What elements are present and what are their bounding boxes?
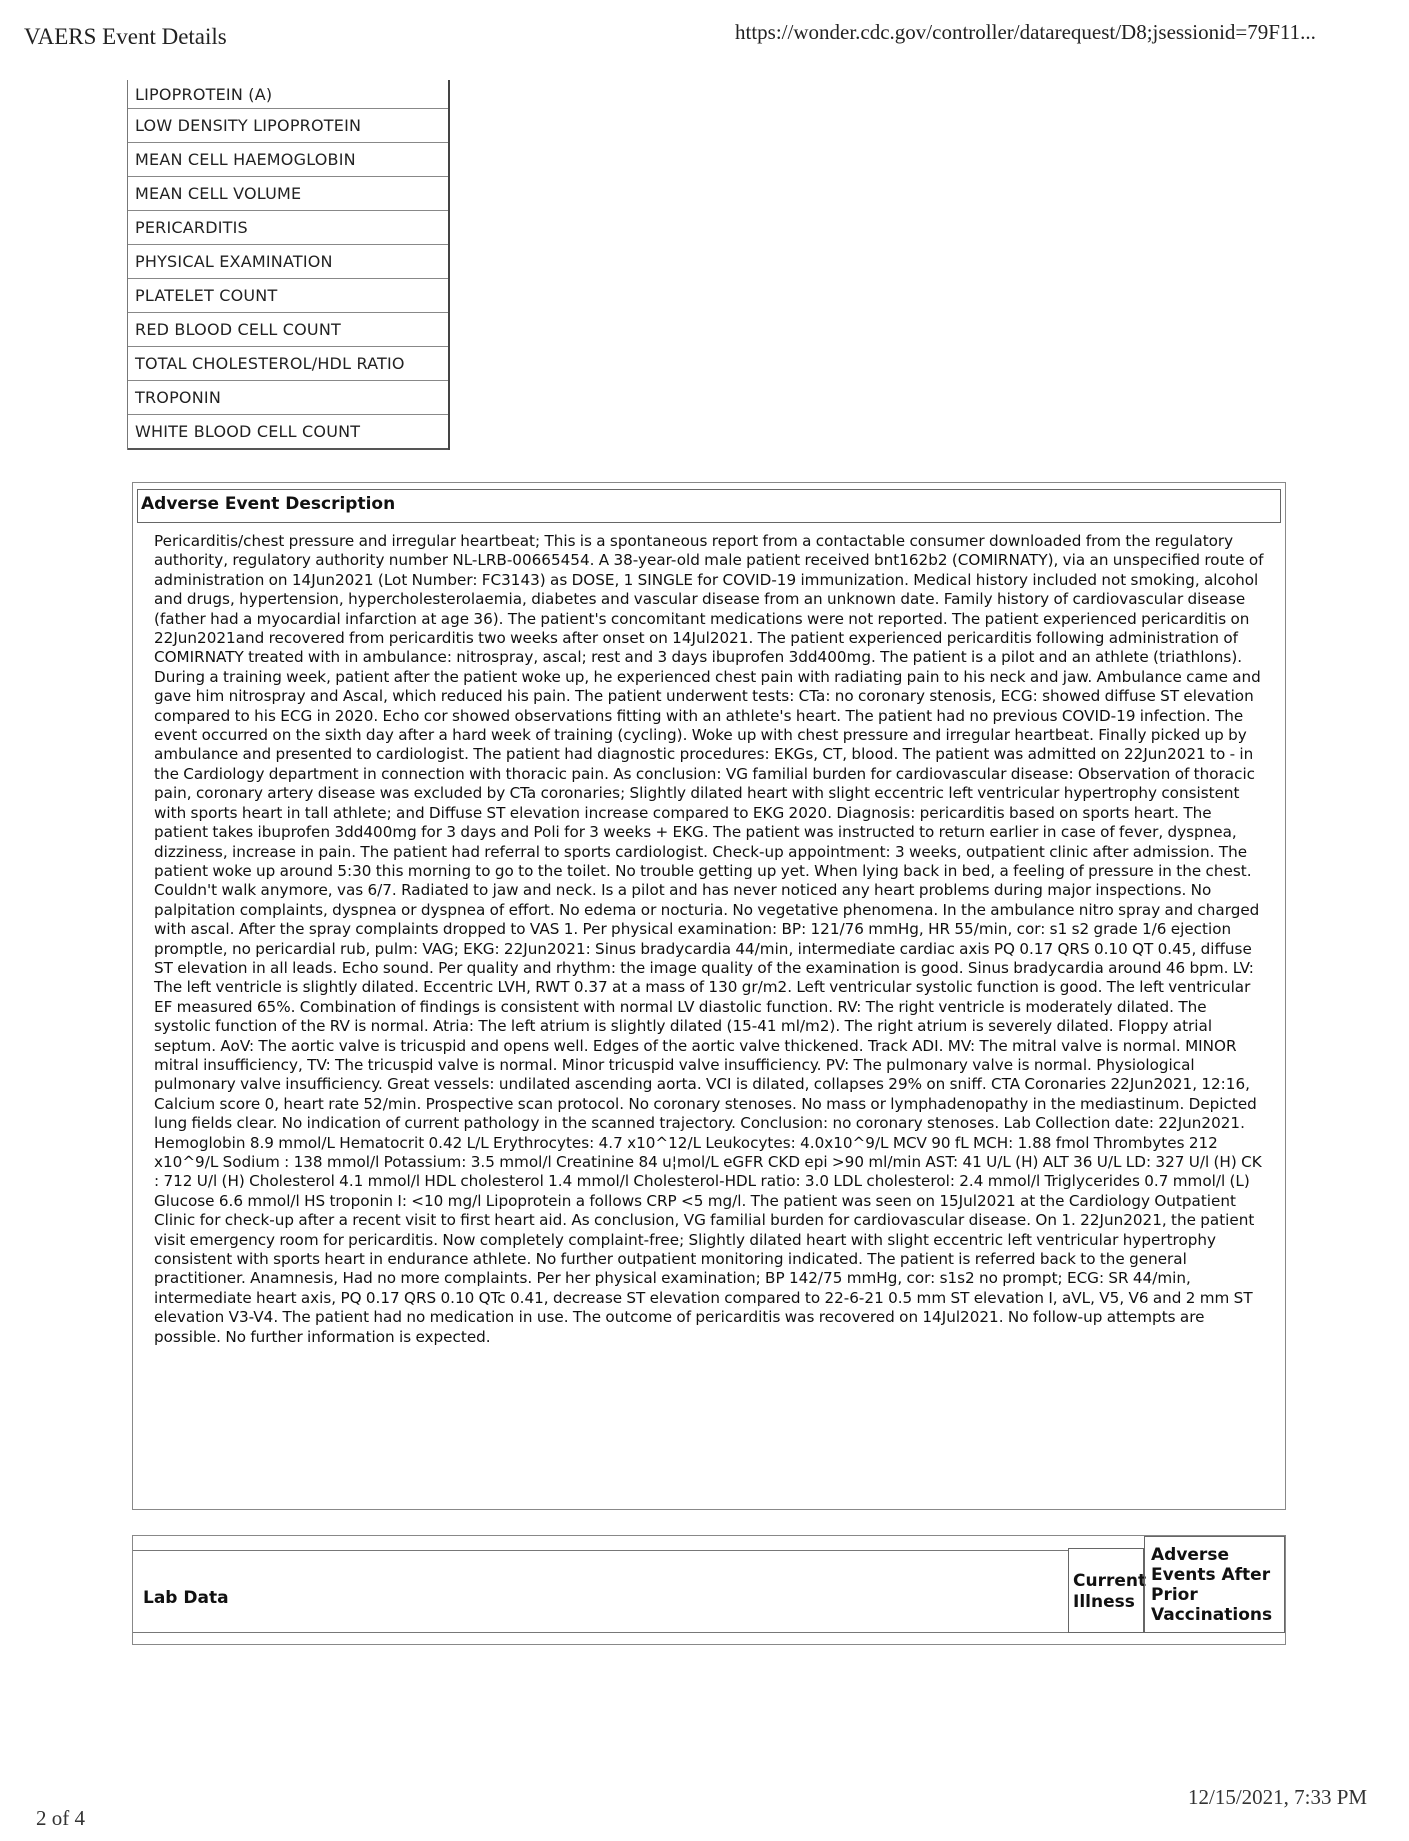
term-item: MEAN CELL HAEMOGLOBIN [128, 143, 448, 177]
term-item: TROPONIN [128, 381, 448, 415]
lab-data-label: Lab Data [143, 1588, 229, 1608]
adverse-event-description: Pericarditis/chest pressure and irregular heartbeat; This is a spontaneous report from a contactable consumer downloaded from the regulatory authority, regulatory authority number NL-LRB-00665454. A 38-year-old male patient received bnt162b2 (COMIRNATY), via an unspecified route of administration on 14Jun2021 (Lot Number: FC3143) as DOSE, 1 SINGLE for COVID-19 immunization. Medical history included not smoking, alcohol and drugs, hypertension, hypercholesterolaemia, diabetes and vascular disease from an unknown date. Family history of cardiovascular disease (father had a myocardial infarction at age 36). The patient's concomitant medications were not reported. The patient experienced pericarditis on 22Jun2021and recovered from pericarditis two weeks after onset on 14Jul2021. The patient experienced pericarditis following administration of COMIRNATY treated with in ambulance: nitrospray, ascal; rest and 3 days ibuprofen 3dd400mg. The patient is a pilot and an athlete (triathlons). During a training week, patient after the patient woke up, he experienced chest pain with radiating pain to his neck and jaw. Ambulance came and gave him nitrospray and Ascal, which reduced his pain. The patient underwent tests: CTa: no coronary stenosis, ECG: showed diffuse ST elevation compared to his ECG in 2020. Echo cor showed observations fitting with an athlete's heart. The patient had no previous COVID-19 infection. The event occurred on the sixth day after a hard week of training (cycling). Woke up with chest pressure and irregular heartbeat. Finally picked up by ambulance and presented to cardiologist. The patient had diagnostic procedures: EKGs, CT, blood. The patient was admitted on 22Jun2021 to - in the Cardiology department in connection with thoracic pain. As conclusion: VG familial burden for cardiovascular disease: Observation of thoracic pain, coronary artery disease was excluded by CTa coronaries; Slightly dilated heart with slight eccentric left ventricular hypertrophy consistent with sports heart in tall athlete; and Diffuse ST elevation increase compared to EKG 2020. Diagnosis: pericarditis based on sports heart. The patient takes ibuprofen 3dd400mg for 3 days and Poli for 3 weeks + EKG. The patient was instructed to return earlier in case of fever, dyspnea, dizziness, increase in pain. The patient had referral to sports cardiologist. Check-up appointment: 3 weeks, outpatient clinic after admission. The patient woke up around 5:30 this morning to go to the toilet. No trouble getting up yet. When lying back in bed, a feeling of pressure in the chest. Couldn't walk anymore, vas 6/7. Radiated to jaw and neck. Is a pilot and has never noticed any heart problems during major inspections. No palpitation complaints, dyspnea or dyspnea of effort. No edema or nocturia. No vegetative phenomena. In the ambulance nitro spray and charged with ascal. After the spray complaints dropped to VAS 1. Per physical examination: BP: 121/76 mmHg, HR 55/min, cor: s1 s2 grade 1/6 ejection promptle, no pericardial rub, pulm: VAG; EKG: 22Jun2021: Sinus bradycardia 44/min, intermediate cardiac axis PQ 0.17 QRS 0.10 QT 0.45, diffuse ST elevation in all leads. Echo sound. Per quality and rhythm: the image quality of the examination is good. Sinus bradycardia around 46 bpm. LV: The left ventricle is slightly dilated. Eccentric LVH, RWT 0.37 at a mass of 130 gr/m2. Left ventricular systolic function is good. The left ventricular EF measured 65%. Combination of findings is consistent with normal LV diastolic function. RV: The right ventricle is moderately dilated. The systolic function of the RV is normal. Atria: The left atrium is slightly dilated (15-41 ml/m2). The right atrium is severely dilated. Floppy atrial septum. AoV: The aortic valve is tricuspid and opens well. Edges of the aortic valve thickened. Track ADI. MV: The mitral valve is normal. MINOR mitral insufficiency, TV: The tricuspid valve is normal. Minor tricuspid valve insufficiency. PV: The pulmonary valve is normal. Physiological pulmonary valve insufficiency. Great vessels: undilated ascending aorta. VCI is dilated, collapses 29% on sniff. CTA Coronaries 22Jun2021, 12:16, Calcium score 0, heart rate 52/min. Prospective scan protocol. No coronary stenoses. No mass or lymphadenopathy in the mediastinum. Depicted lung fields clear. No indication of current pathology in the scanned trajectory. Conclusion: no coronary stenoses. Lab Collection date: 22Jun2021. Hemoglobin 8.9 mmol/L Hematocrit 0.42 L/L Erythrocytes: 4.7 x10^12/L Leukocytes: 4.0x10^9/L MCV 90 fL MCH: 1.88 fmol Thrombytes 212 x10^9/L Sodium : 138 mmol/l Potassium: 3.5 mmol/l Creatinine 84 u¦mol/L eGFR CKD epi >90 ml/min AST: 41 U/L (H) ALT 36 U/L LD: 327 U/l (H) CK : 712 U/l (H) Cholesterol 4.1 mmol/l HDL cholesterol 1.4 mmol/l Cholesterol-HDL ratio: 3.0 LDL cholesterol: 2.4 mmol/l Triglycerides 0.7 mmol/l (L) Glucose 6.6 mmol/l HS troponin I: <10 mg/l Lipoprotein a follows CRP <5 mg/l. The patient was seen on 15Jul2021 at the Cardiology Outpatient Clinic for check-up after a recent visit to first heart aid. As conclusion, VG familial burden for cardiovascular disease. On 1. 22Jun2021, the patient visit emergency room for pericarditis. Now completely complaint-free; Slightly dilated heart with slight eccentric left ventricular hypertrophy consistent with sports heart in endurance athlete. No further outpatient monitoring indicated. The patient is referred back to the general practitioner. Anamnesis, Had no more complaints. Per her physical examination; BP 142/75 mmHg, cor: s1s2 no prompt; ECG: SR 44/min, intermediate heart axis, PQ 0.17 QRS 0.10 QTc 0.41, decrease ST elevation compared to 22-6-21 0.5 mm ST elevation I, aVL, V5, V6 and 2 mm ST elevation V3-V4. The patient had no medication in use. The outcome of pericarditis was recovered on 14Jul2021. No follow-up attempts are possible. No further information is expected. [154, 532, 1264, 1346]
lab-data-table [132, 1535, 1286, 1645]
print-timestamp: 12/15/2021, 7:33 PM [1188, 1785, 1368, 1809]
term-item: RED BLOOD CELL COUNT [128, 313, 448, 347]
term-item: LOW DENSITY LIPOPROTEIN [128, 109, 448, 143]
page-number: 2 of 4 [36, 1806, 85, 1830]
term-item: PHYSICAL EXAMINATION [128, 245, 448, 279]
term-item: WHITE BLOOD CELL COUNT [128, 415, 448, 450]
prior-vaccination-events-cell [1144, 1536, 1285, 1633]
term-item: PERICARDITIS [128, 211, 448, 245]
term-item: TOTAL CHOLESTEROL/HDL RATIO [128, 347, 448, 381]
print-header-url: https://wonder.cdc.gov/controller/datarequest/D8;jsessionid=79F11... [735, 20, 1316, 44]
term-item: PLATELET COUNT [128, 279, 448, 313]
lab-data-cell [133, 1550, 1068, 1633]
print-header-title: VAERS Event Details [24, 24, 227, 49]
current-illness-label: Current Illness [1073, 1571, 1147, 1612]
symptom-term-list [127, 80, 450, 450]
prior-vaccination-events-label: Adverse Events After Prior Vaccinations [1151, 1545, 1273, 1625]
term-item: MEAN CELL VOLUME [128, 177, 448, 211]
adverse-event-heading: Adverse Event Description [141, 494, 396, 514]
adverse-event-section [132, 482, 1286, 1510]
adverse-event-header [137, 489, 1281, 523]
current-illness-cell [1068, 1548, 1147, 1633]
term-item: LIPOPROTEIN (A) [128, 80, 448, 109]
